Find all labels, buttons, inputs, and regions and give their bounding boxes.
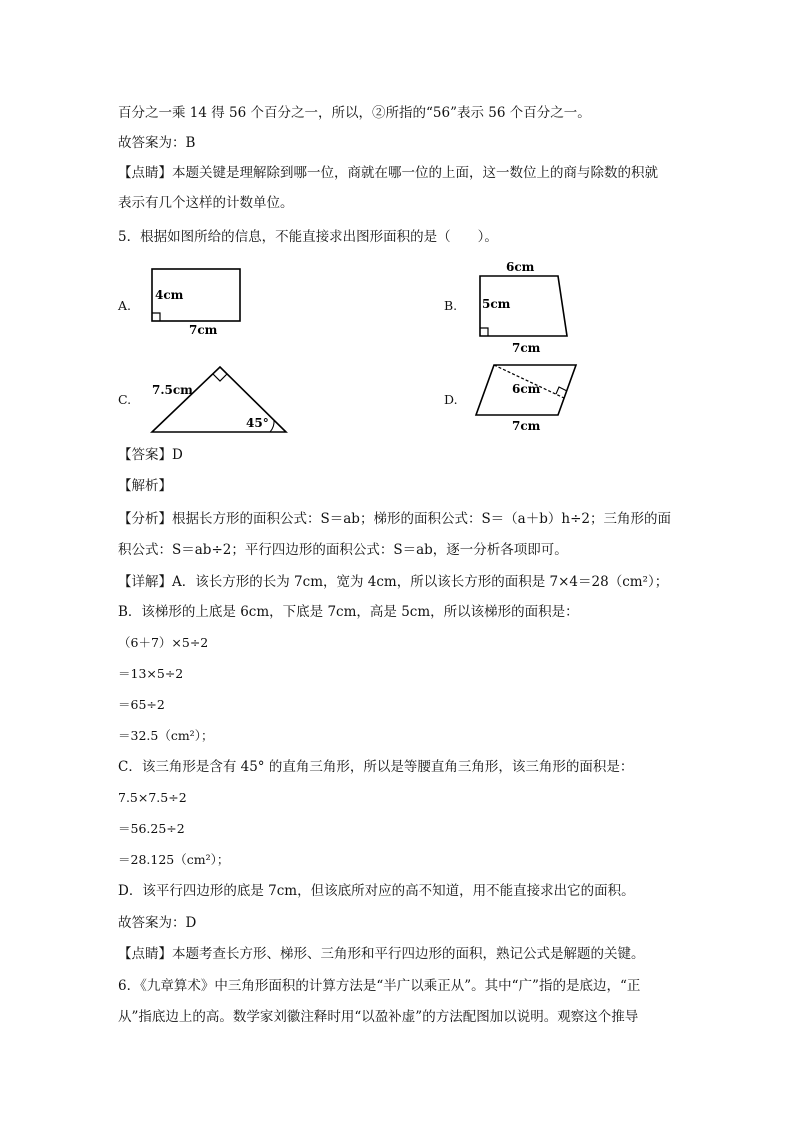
question-5: 5．根据如图所给的信息，不能直接求出图形面积的是（ ）。 — [118, 229, 498, 245]
calc-line: ＝13×5÷2 — [118, 666, 184, 681]
figure-c-triangle — [148, 362, 293, 437]
question-6: 6．《九章算术》中三角形面积的计算方法是“半广以乘正从”。其中“广”指的是底边，“正 — [118, 978, 641, 994]
analysis-line: 积公式：S＝ab÷2；平行四边形的面积公式：S＝ab，逐一分析各项即可。 — [118, 542, 568, 558]
analysis-heading: 【解析】 — [118, 478, 172, 494]
figure-d-parallelogram — [470, 358, 585, 436]
analysis-line: 【分析】根据长方形的面积公式：S＝ab；梯形的面积公式：S＝（a＋b）h÷2；三角形的面 — [118, 511, 671, 527]
calc-line: （6＋7）×5÷2 — [118, 635, 209, 650]
comment-line: 【点睛】本题考查长方形、梯形、三角形和平行四边形的面积，熟记公式是解题的关键。 — [118, 946, 645, 962]
figure-b-trapezoid — [470, 256, 580, 356]
label-7cm: 7cm — [189, 323, 218, 337]
option-b-label: B. — [444, 298, 458, 313]
option-d-label: D. — [444, 392, 458, 407]
label-7-5cm: 7.5cm — [152, 383, 193, 397]
detail-line: D．该平行四边形的底是 7cm，但该底所对应的高不知道，用不能直接求出它的面积。 — [118, 883, 635, 899]
comment-line: 【点睛】本题关键是理解除到哪一位，商就在哪一位的上面，这一数位上的商与除数的积就 — [118, 165, 658, 181]
calc-line: 7.5×7.5÷2 — [118, 790, 187, 805]
comment-line: 表示有几个这样的计数单位。 — [118, 195, 294, 211]
detail-line: C．该三角形是含有 45° 的直角三角形，所以是等腰直角三角形，该三角形的面积是： — [118, 759, 634, 775]
calc-line: ＝32.5（cm²）； — [118, 728, 214, 743]
option-a-label: A. — [118, 298, 132, 313]
label-7cm: 7cm — [512, 419, 541, 433]
figure-a-rectangle — [140, 262, 255, 337]
label-4cm: 4cm — [155, 288, 184, 302]
calc-line: ＝28.125（cm²）； — [118, 852, 230, 867]
option-c-label: C. — [118, 392, 132, 407]
label-7cm: 7cm — [512, 341, 541, 355]
calc-line: ＝56.25÷2 — [118, 821, 185, 836]
label-6cm: 6cm — [506, 260, 535, 274]
calc-line: ＝65÷2 — [118, 697, 165, 712]
answer-line: 故答案为：D — [118, 915, 197, 931]
question-6-cont: 从”指底边上的高。数学家刘徽注释时用“以盈补虚”的方法配图加以说明。观察这个推导 — [118, 1009, 639, 1025]
label-6cm: 6cm — [512, 382, 541, 396]
answer-line: 【答案】D — [118, 447, 183, 463]
label-5cm: 5cm — [482, 297, 511, 311]
detail-line: B．该梯形的上底是 6cm，下底是 7cm，高是 5cm，所以该梯形的面积是： — [118, 604, 579, 620]
answer-line: 故答案为：B — [118, 135, 196, 151]
detail-line: 【详解】A．该长方形的长为 7cm，宽为 4cm，所以该长方形的面积是 7×4＝28（cm²）； — [118, 574, 669, 590]
label-45-degree: 45° — [246, 416, 269, 430]
text-line: 百分之一乘 14 得 56 个百分之一，所以，②所指的“56”表示 56 个百分之一。 — [118, 105, 591, 121]
